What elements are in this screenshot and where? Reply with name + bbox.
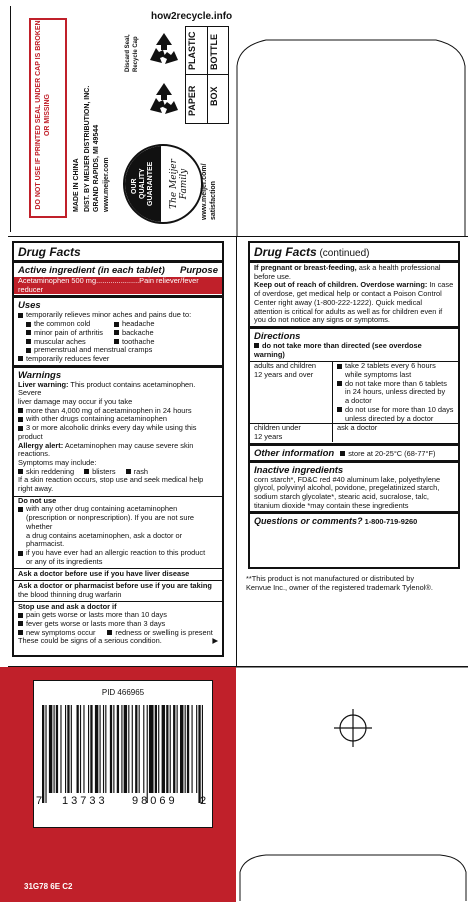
barcode-bar xyxy=(196,705,197,793)
inactive-text: sodium starch glycolate*, stearic acid, sucralose, talc, xyxy=(254,492,429,502)
stop-use-item: redness or swelling is present xyxy=(115,627,213,637)
adults-direction: in 24 hours, unless directed by xyxy=(345,387,446,397)
bottom-side-flap-outline xyxy=(236,667,468,902)
barcode-bar xyxy=(155,705,157,793)
keep-out-label: Keep out of reach of children. Overdose warning: xyxy=(254,280,428,290)
do-not-use-item: or any of its ingredients xyxy=(26,556,103,566)
barcode-digit: 7 xyxy=(36,795,43,807)
barcode-bar xyxy=(100,705,101,793)
barcode-bar xyxy=(170,705,171,793)
pregnant-label: If pregnant or breast-feeding, xyxy=(254,263,357,272)
do-not-use-item: with any other drug containing acetaminophen xyxy=(26,504,178,514)
uses-heading: Uses xyxy=(18,300,41,312)
adults-direction: do not use for more than 10 days xyxy=(345,404,454,414)
barcode-bar xyxy=(187,705,189,793)
directions-heading: Directions xyxy=(254,330,301,342)
disclaimer-line: Kenvue Inc., owner of the registered trademark Tylenol®. xyxy=(246,583,433,592)
continued-title: Drug Facts xyxy=(254,245,317,259)
allergy-text: right away. xyxy=(18,484,54,494)
barcode-bar xyxy=(162,705,165,793)
barcode-bar xyxy=(77,705,79,793)
barcode-bar xyxy=(49,705,52,793)
barcode-bar xyxy=(173,705,175,793)
continued-suffix: (continued) xyxy=(316,248,370,259)
keep-out-text: attention is critical for adults as well as for children even if xyxy=(254,306,443,316)
recycle-arrows-icon xyxy=(145,30,183,68)
barcode-bar xyxy=(65,705,66,793)
barcode-bar xyxy=(147,705,148,803)
barcode-bar xyxy=(88,705,89,793)
barcode-bar xyxy=(198,705,200,803)
barcode-bar xyxy=(71,705,72,793)
barcode-bar xyxy=(124,705,127,793)
barcode-bar xyxy=(143,705,144,793)
do-not-use-item: if you have ever had an allergic reaction to this product xyxy=(26,547,206,557)
barcode-bar xyxy=(83,705,84,793)
warnings-heading: Warnings xyxy=(18,369,62,381)
barcode-bar xyxy=(121,705,122,793)
fold-line xyxy=(8,236,468,237)
barcode-bar xyxy=(105,705,106,793)
barcode-bar xyxy=(177,705,178,793)
distributor-line1: DIST. BY MEIJER DISTRIBUTION, INC. xyxy=(84,85,91,212)
registration-mark-icon xyxy=(333,708,373,748)
children-label: children under xyxy=(254,423,301,433)
stop-use-heading: Stop use and ask a doctor if xyxy=(18,601,117,611)
allergy-item: blisters xyxy=(92,466,116,476)
satisfaction-url1: www.meijer.com/ xyxy=(201,163,208,220)
keep-out-text: Center right away (1-800-222-1222). Quick medical xyxy=(254,297,423,307)
paper-label: PAPER xyxy=(187,85,197,116)
barcode-bar xyxy=(60,705,61,793)
uses-item: the common cold xyxy=(34,319,91,329)
drug-facts-continued-panel xyxy=(248,241,460,569)
distributor-line2: GRAND RAPIDS, MI 49544 xyxy=(93,124,100,212)
stop-use-item: new symptoms occur xyxy=(26,627,96,637)
inactive-text: corn starch*, FD&C red #40 aluminum lake, polyethylene xyxy=(254,474,441,484)
top-flap xyxy=(10,6,236,232)
uses-fever: temporarily reduces fever xyxy=(26,353,110,363)
liver-warning-text: liver damage may occur if you take xyxy=(18,397,133,407)
active-ingredient-row: Acetaminophen 500 mg.....................Pain reliever/fever reducer xyxy=(14,277,222,294)
liver-warning-label: Liver warning: xyxy=(18,379,69,389)
drug-facts-title: Drug Facts xyxy=(18,245,81,259)
active-ingredient-header xyxy=(14,264,222,276)
bottle-label: BOTTLE xyxy=(209,34,219,70)
barcode-bar xyxy=(42,705,44,803)
guarantee-signature: The Meijer Family xyxy=(169,159,189,209)
plastic-label: PLASTIC xyxy=(187,31,197,70)
liver-item: 3 or more alcoholic drinks every day while using this product xyxy=(18,423,197,441)
recycle-note2: Recycle Cap xyxy=(133,36,139,72)
other-info-heading: Other information xyxy=(254,447,335,459)
adults-direction: a doctor xyxy=(345,396,372,406)
barcode-bar xyxy=(149,705,154,793)
keep-out-text: In case xyxy=(427,280,454,290)
barcode-bar xyxy=(103,705,104,793)
allergy-text: If a skin reaction occurs, stop use and seek medical help xyxy=(18,475,204,485)
barcode-bar xyxy=(95,705,98,793)
barcode-bar xyxy=(202,705,203,803)
adults-label: adults and children xyxy=(254,361,317,371)
ask-pharmacist-heading: Ask a doctor or pharmacist before use if you are taking xyxy=(18,581,212,591)
barcode-bar xyxy=(166,705,168,793)
adults-direction: while symptoms last xyxy=(345,370,412,380)
barcode-digits: 98069 xyxy=(132,795,178,807)
allergy-text: Acetaminophen may cause severe skin reactions. xyxy=(18,440,194,459)
adults-direction: take 2 tablets every 6 hours xyxy=(345,361,436,371)
active-ingredient-heading: Active ingredient (in each tablet) xyxy=(18,265,165,276)
satisfaction-url2: satisfaction xyxy=(210,181,217,220)
keep-out-text: you do not notice any signs or symptoms. xyxy=(254,315,390,325)
pregnant-text: before use. xyxy=(254,271,291,281)
barcode-bar xyxy=(90,705,92,793)
barcode-bar xyxy=(45,705,46,803)
barcode-bar xyxy=(54,705,55,793)
children-direction: ask a doctor xyxy=(337,423,378,433)
allergy-alert-label: Allergy alert: xyxy=(18,440,64,450)
children-label: 12 years xyxy=(254,431,283,441)
barcode-bar xyxy=(135,705,137,793)
stop-use-item: fever gets worse or lasts more than 3 days xyxy=(26,618,166,628)
box-label: BOX xyxy=(209,86,219,106)
liver-item: more than 4,000 mg of acetaminophen in 24 hours xyxy=(26,405,192,415)
allergy-item: rash xyxy=(133,466,149,476)
do-not-use-item: (prescription or nonprescription). If you are not sure whether xyxy=(26,513,195,531)
allergy-item: skin reddening xyxy=(26,466,75,476)
drug-facts-panel xyxy=(12,241,224,657)
do-not-use-heading: Do not use xyxy=(18,495,57,505)
barcode-bar xyxy=(132,705,133,793)
do-not-use-item: a drug contains acetaminophen, ask a doctor or pharmacist. xyxy=(26,530,183,549)
other-info-text: store at 20-25°C (68-77°F) xyxy=(348,448,436,458)
barcode-digit: 2 xyxy=(200,795,207,807)
purpose-heading: Purpose xyxy=(179,265,218,276)
barcode-bar xyxy=(128,705,129,793)
recycle-arrows-icon xyxy=(145,80,183,118)
inactive-text: glycol, polyvinyl alcohol, povidone, pregelatinized starch, xyxy=(254,483,440,493)
liver-item: with other drugs containing acetaminophen xyxy=(26,414,167,424)
continue-arrow-icon: ▶ xyxy=(212,636,218,646)
side-flap-outline xyxy=(236,6,466,238)
stop-use-tail: These could be signs of a serious condition. xyxy=(18,636,162,646)
uses-item: premenstrual and menstrual cramps xyxy=(34,345,153,355)
barcode-bar xyxy=(139,705,140,793)
ask-pharmacist-text: the blood thinning drug warfarin xyxy=(18,589,122,599)
barcode-bar xyxy=(180,705,183,793)
inactive-text: titanium dioxide *may contain these ingredients xyxy=(254,500,409,510)
product-code: 31G78 6E C2 xyxy=(24,882,73,891)
barcode-bars xyxy=(42,705,204,803)
uses-item: minor pain of arthritis xyxy=(34,327,104,337)
barcode-bar xyxy=(117,705,119,793)
barcode-bar xyxy=(80,705,81,793)
disclaimer xyxy=(246,574,468,592)
adults-direction: unless directed by a doctor xyxy=(345,413,434,423)
quality-guarantee-seal xyxy=(123,144,203,224)
barcode-bar xyxy=(113,705,114,793)
questions-heading: Questions or comments? xyxy=(254,516,363,527)
website: www.meijer.com xyxy=(103,157,110,212)
adults-label: 12 years and over xyxy=(254,370,314,380)
recycle-note1: Discard Seal, xyxy=(125,34,131,72)
adults-direction: do not take more than 6 tablets xyxy=(345,378,447,388)
questions-phone: 1-800-719-9260 xyxy=(362,517,418,527)
barcode-digits: 13733 xyxy=(62,795,108,807)
seal-warning: DO NOT USE IF PRINTED SEAL UNDER CAP IS BROKEN OR MISSING xyxy=(35,20,51,210)
inactive-heading: Inactive ingredients xyxy=(254,464,344,476)
guarantee-line1: OUR xyxy=(131,178,138,194)
guarantee-line3: GUARANTEE xyxy=(147,161,154,206)
stop-use-item: pain gets worse or lasts more than 10 days xyxy=(26,610,167,620)
ask-doctor-liver: Ask a doctor before use if you have liver disease xyxy=(18,569,190,579)
recycle-label xyxy=(121,26,229,124)
barcode-bar xyxy=(192,705,193,793)
barcode-bar xyxy=(56,705,58,793)
uses-item: toothache xyxy=(122,336,155,346)
barcode-bar xyxy=(110,705,112,793)
barcode-box xyxy=(33,680,213,828)
guarantee-line2: QUALITY xyxy=(139,168,146,199)
uses-item: headache xyxy=(122,319,155,329)
barcode-bar xyxy=(158,705,159,793)
uses-intro: temporarily relieves minor aches and pains due to: xyxy=(26,310,192,320)
allergy-text: Symptoms may include: xyxy=(18,457,97,467)
uses-item: backache xyxy=(122,327,154,337)
barcode-bar xyxy=(185,705,186,793)
liver-warning-text: This product contains acetaminophen. Severe xyxy=(18,379,196,398)
fold-line xyxy=(236,236,237,666)
pregnant-text: ask a health professional xyxy=(356,263,441,272)
recycle-site: how2recycle.info xyxy=(151,11,233,22)
barcode-bar xyxy=(67,705,69,793)
uses-item: muscular aches xyxy=(34,336,86,346)
product-id: PID 466965 xyxy=(101,688,145,697)
made-in: MADE IN CHINA xyxy=(73,158,80,212)
disclaimer-line: **This product is not manufactured or distributed by xyxy=(246,574,415,583)
directions-intro: do not take more than directed (see overdose warning) xyxy=(254,340,422,359)
keep-out-text: of overdose, get medical help or contact a Poison Control xyxy=(254,289,442,299)
